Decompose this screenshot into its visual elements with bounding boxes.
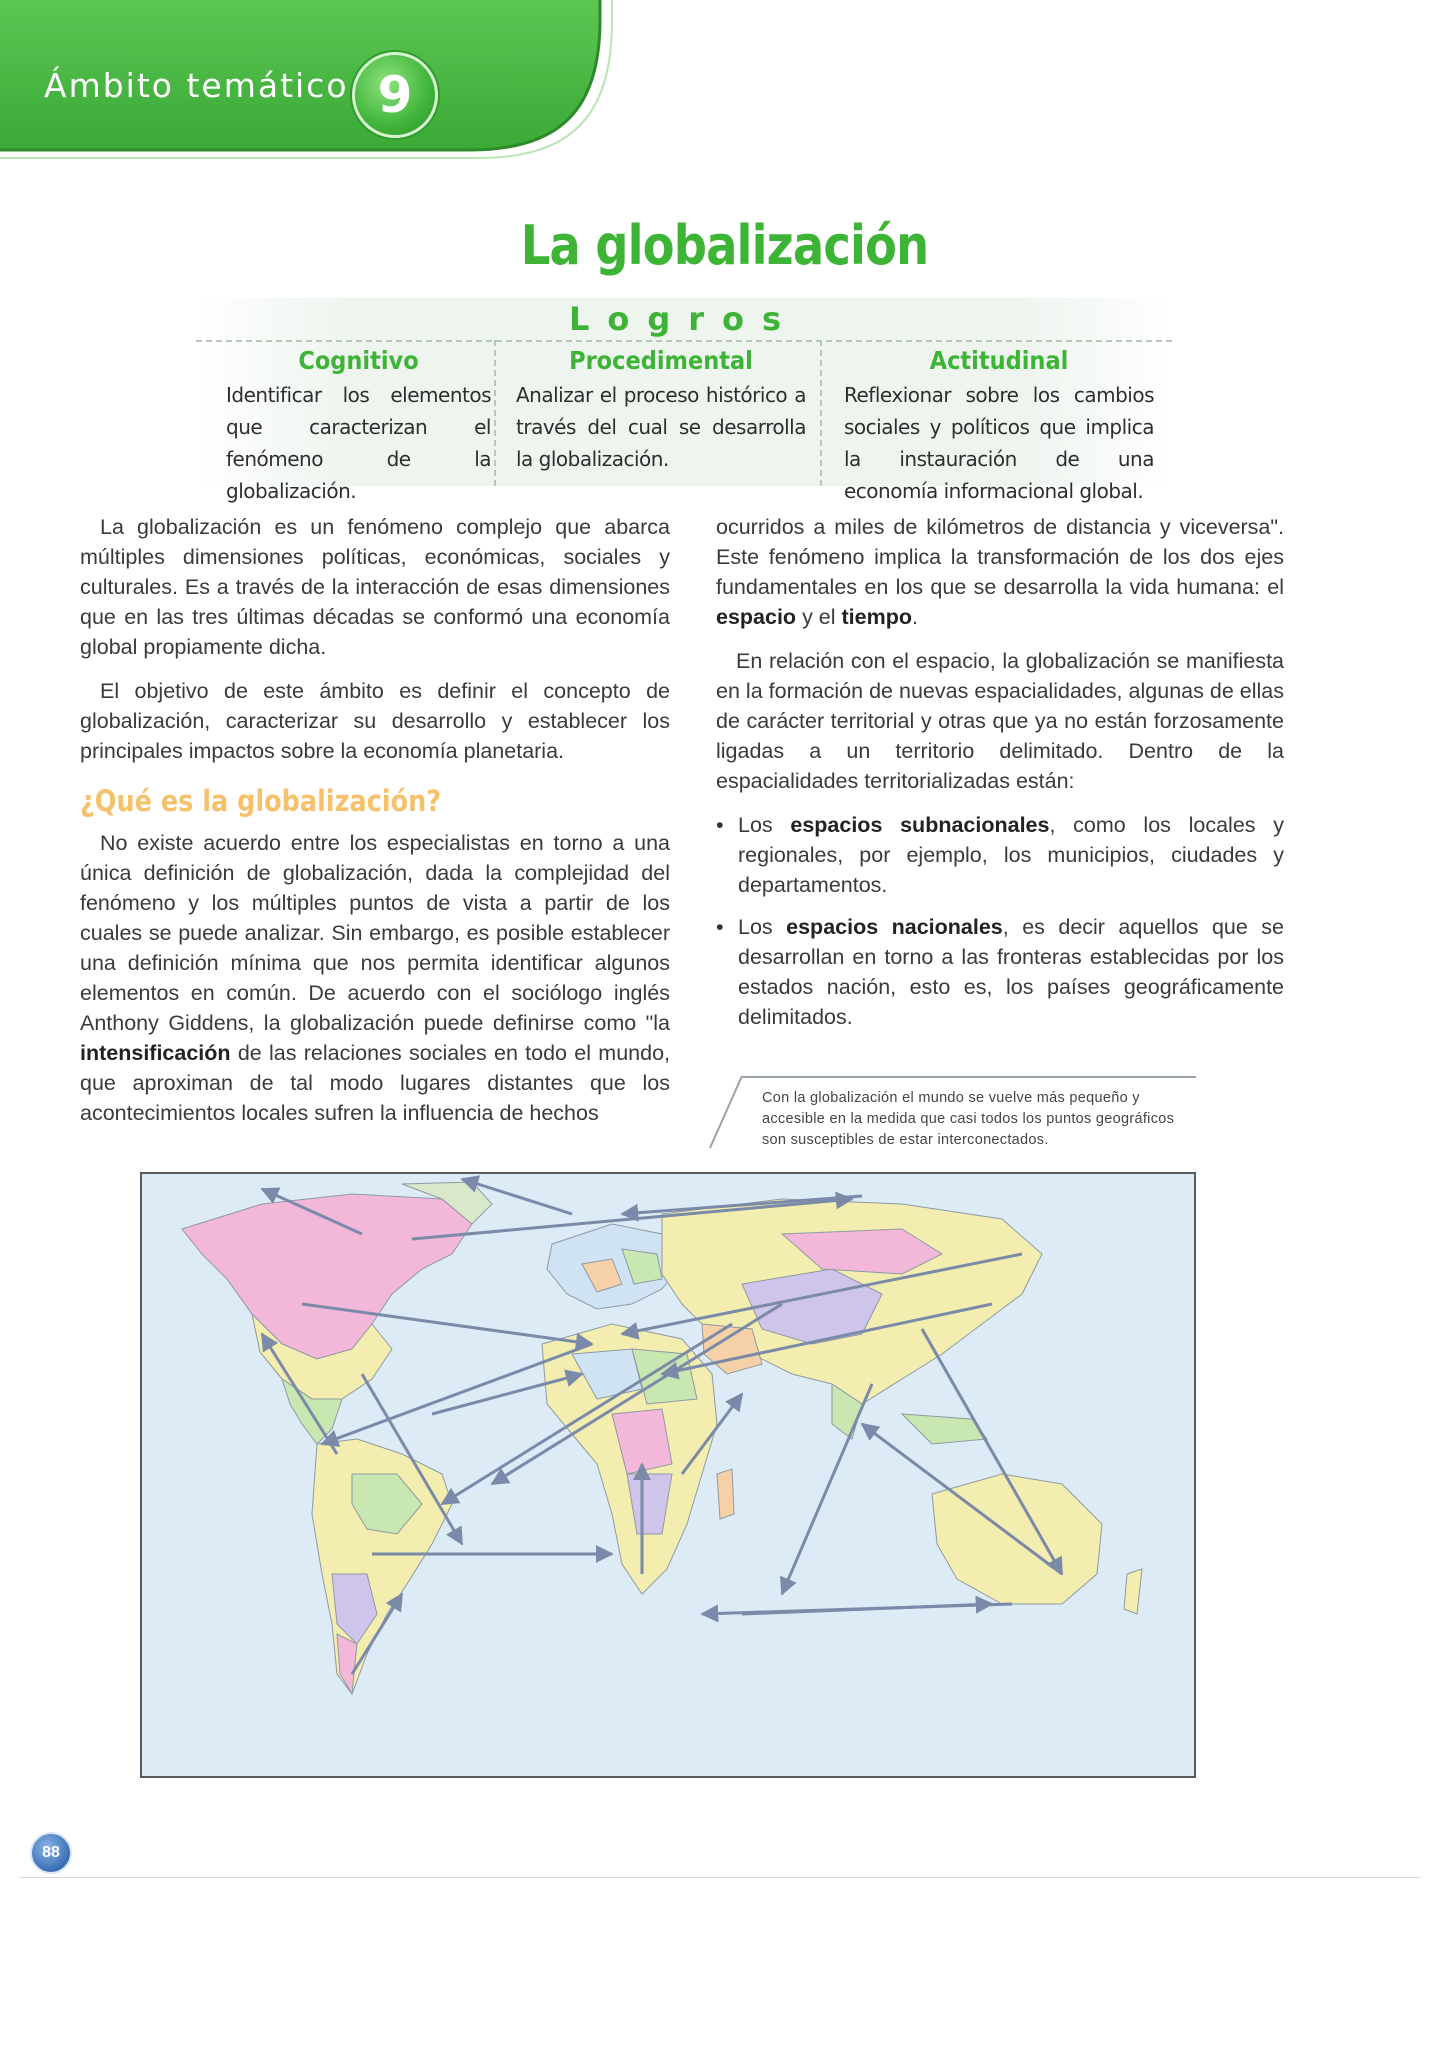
bold-term: intensificación <box>80 1041 231 1065</box>
list-item <box>716 810 1284 900</box>
list-text: , es decir aquellos que se desarrollan en torno a las fronteras establecidas por los estados nación, esto es, los países geográficamente delimitados. <box>738 915 1284 1029</box>
map-caption: Con la globalización el mundo se vuelve más pequeño y accesible en la medida que casi todos los puntos geográficos son susceptibles de estar interconectados. <box>762 1090 1175 1148</box>
header-banner <box>0 0 620 175</box>
logro-cognitivo <box>226 346 491 503</box>
continuation-paragraph: ocurridos a miles de kilómetros de distancia y viceversa". Este fenómeno implica la transformación de los dos ejes fundamentales en los que se desarrolla la vida humana: el espacio y el tiempo. <box>716 515 1284 629</box>
left-column <box>80 512 670 1142</box>
list-text: , como los locales y regionales, por ejemplo, los municipios, ciudades y departamentos. <box>738 813 1284 897</box>
paragraph-text: y el <box>802 605 836 629</box>
logro-actitudinal <box>844 346 1154 503</box>
continent-oceania <box>902 1414 1142 1614</box>
logros-heading: Logros <box>568 300 800 338</box>
banner-title: Ámbito temático <box>44 66 349 105</box>
intro-paragraph: La globalización es un fenómeno complejo que abarca múltiples dimensiones políticas, económicas, sociales y culturales. Es a través de la interacción de esas dimensiones que en las tres últimas décadas se conformó una economía global propiamente dicha. <box>80 515 670 659</box>
chapter-number-badge: 9 <box>352 52 438 138</box>
list-item <box>716 912 1284 1032</box>
caption-rule <box>742 1076 1196 1078</box>
paragraph-text: ocurridos a miles de kilómetros de distancia y viceversa". Este fenómeno implica la transformación de los dos ejes fundamentales en los que se desarrolla la vida humana: el <box>716 515 1284 599</box>
page-number-badge: 88 <box>30 1832 72 1874</box>
list-text: Los <box>738 813 773 837</box>
logro-title: Procedimental <box>569 346 753 375</box>
logro-title: Actitudinal <box>929 346 1069 375</box>
continent-asia <box>662 1199 1042 1439</box>
objective-paragraph: El objetivo de este ámbito es definir el concepto de globalización, caracterizar su desarrollo y establecer los principales impactos sobre la economía planetaria. <box>80 679 670 763</box>
logro-text: Analizar el proceso histórico a través del cual se desarrolla la globalización. <box>516 383 806 471</box>
world-map-drawing <box>142 1174 1194 1776</box>
caption-accent-line <box>706 1072 746 1152</box>
spaces-list <box>716 810 1284 1032</box>
logros-divider-rule <box>196 340 1172 342</box>
page-title: La globalización <box>520 214 929 277</box>
list-text: Los <box>738 915 773 939</box>
continent-south-america <box>312 1439 452 1694</box>
bold-term: espacios subnacionales <box>790 813 1050 837</box>
definition-paragraph <box>80 828 670 1128</box>
right-column <box>716 512 1284 1044</box>
logro-procedimental <box>516 346 806 486</box>
paragraph-text: de las relaciones sociales en todo el mundo, que aproximan de tal modo lugares distantes que los acontecimientos locales sufren la influencia de hechos <box>80 1041 670 1125</box>
logro-text: Reflexionar sobre los cambios sociales y políticos que implica la instauración de una economía informacional global. <box>844 383 1154 503</box>
bold-term: espacios nacionales <box>786 915 1003 939</box>
space-paragraph: En relación con el espacio, la globalización se manifiesta en la formación de nuevas espacialidades, algunas de ellas de carácter territorial y otras que ya no están forzosamente ligadas a un territorio delimitado. Dentro de la espacialidades territorializadas están: <box>716 649 1284 793</box>
section-heading: ¿Qué es la globalización? <box>80 784 442 818</box>
footer-rule <box>20 1877 1420 1878</box>
column-divider <box>494 340 496 486</box>
world-map <box>140 1172 1196 1778</box>
logros-box <box>196 298 1172 503</box>
logro-title: Cognitivo <box>298 346 419 375</box>
logro-text: Identificar los elementos que caracterizan el fenómeno de la globalización. <box>226 383 491 503</box>
bold-term: tiempo <box>841 605 912 629</box>
bold-term: espacio <box>716 605 797 629</box>
paragraph-text: No existe acuerdo entre los especialistas en torno a una única definición de globalización, dada la complejidad del fenómeno y los múltiples puntos de vista a partir de los cuales se puede analizar. Sin embargo, es posible establecer una definición mínima que nos permita identificar algunos elementos en común. De acuerdo con el sociólogo inglés Anthony Giddens, la globalización puede definirse como "la <box>80 831 670 1035</box>
column-divider <box>820 340 822 486</box>
